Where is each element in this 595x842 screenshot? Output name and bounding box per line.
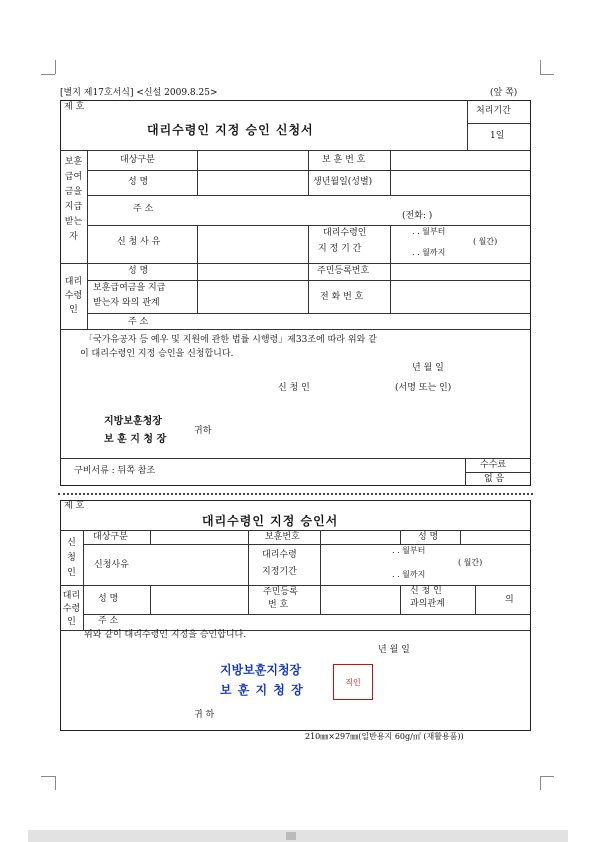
- agent-address-label: 주 소: [128, 317, 149, 327]
- crop-mark-top-left: [55, 60, 56, 74]
- agent-section-label: [60, 275, 87, 317]
- birth-date-label: 생년월일(성별): [313, 177, 373, 187]
- recipient-section-line: 급여: [64, 172, 83, 182]
- crop-mark-bottom-right: [540, 776, 541, 790]
- recipient-section-line: 자: [69, 232, 78, 242]
- resident-number-label: 주민등록번호: [317, 266, 370, 276]
- approval-period-label-1: 대리수령: [262, 550, 297, 560]
- fee-value: 없 음: [484, 474, 505, 484]
- application-title: 대리수령인 지정 승인 신청서: [147, 123, 314, 137]
- approval-period-to: . . 월까지: [392, 570, 426, 579]
- agent-section-line: 인: [67, 617, 76, 627]
- divider: [390, 263, 391, 313]
- divider: [308, 150, 309, 195]
- approval-addressee-suffix: 귀 하: [194, 710, 215, 720]
- agent-section-line: 인: [69, 305, 78, 315]
- divider: [248, 585, 249, 614]
- divider: [467, 100, 468, 150]
- approval-target-category-label: 대상구분: [93, 532, 128, 542]
- relation-label-2: 받는자 와의 관계: [93, 298, 160, 308]
- agent-phone-label: 전 화 번 호: [320, 292, 364, 302]
- crop-mark-top-left: [41, 74, 55, 75]
- divider: [83, 530, 84, 630]
- divider: [60, 150, 531, 151]
- recipient-section-line: 받는: [64, 217, 83, 227]
- phone-label: (전화: ): [402, 211, 433, 221]
- issuer-line-2: 보 훈 지 청 장: [220, 683, 304, 697]
- divider: [390, 150, 391, 195]
- divider: [320, 530, 321, 585]
- approval-date-line: 년 월 일: [378, 645, 410, 655]
- issuer-line-1: 지방보훈지청장: [220, 663, 302, 677]
- relation-label-1: 보훈급여금을 지급: [93, 283, 166, 293]
- approval-title: 대리수령인 지정 승인서: [202, 514, 339, 528]
- crop-mark-top-right: [540, 60, 541, 74]
- divider: [87, 195, 531, 196]
- divider: [83, 614, 531, 615]
- approval-relation-label-1: 신 청 인: [410, 586, 442, 596]
- divider: [150, 585, 151, 614]
- divider: [320, 585, 321, 614]
- applicant-label: 신 청 인: [278, 383, 310, 393]
- approval-applicant-section-label: [60, 536, 83, 581]
- divider: [87, 170, 531, 171]
- divider: [197, 150, 198, 195]
- statement-line-2: 이 대리수령인 지정 승인을 신청합니다.: [80, 349, 234, 359]
- statement-line-1: 「국가유공자 등 예우 및 지원에 관한 법률 시행령」제33조에 따라 위와 같: [84, 335, 377, 345]
- divider: [83, 544, 531, 545]
- processing-period-label: 처리기간: [476, 106, 511, 116]
- divider: [197, 263, 198, 313]
- paper-spec: 210㎜×297㎜(일반용지 60g/㎡ (재활용품)): [305, 732, 464, 741]
- divider: [390, 225, 391, 263]
- divider: [87, 225, 531, 226]
- divider: [87, 263, 88, 329]
- agent-section-line: 대리: [64, 277, 83, 287]
- official-seal: 직인: [333, 664, 373, 700]
- approval-agent-name-label: 성 명: [98, 594, 119, 604]
- approval-agent-section-label: [60, 590, 83, 629]
- reason-label: 신 청 사 유: [117, 237, 161, 247]
- crop-mark-bottom-right: [540, 776, 554, 777]
- period-months: ( 월간): [473, 237, 498, 246]
- agent-period-label-1: 대리수령인: [323, 228, 367, 238]
- approval-number-label: 제 호: [64, 501, 85, 511]
- divider: [197, 225, 198, 263]
- addressee-line-1: 지방보훈청장: [104, 416, 162, 427]
- agent-section-line: 수령: [62, 604, 81, 614]
- divider: [467, 123, 531, 124]
- approval-name-label: 성 명: [418, 532, 439, 542]
- divider: [475, 585, 476, 614]
- approval-relation-label-2: 과의관계: [410, 599, 445, 609]
- approval-period-label-2: 지정기간: [262, 567, 297, 577]
- period-to: . . 월까지: [412, 248, 446, 257]
- recipient-section-label: [60, 155, 87, 245]
- application-number-label: 제 호: [64, 102, 85, 112]
- veteran-number-label: 보 훈 번 호: [322, 155, 366, 165]
- recipient-section-line: 보훈: [64, 157, 83, 167]
- agent-name-label: 성 명: [128, 266, 149, 276]
- divider: [150, 530, 151, 544]
- fee-label: 수수료: [480, 460, 507, 470]
- approval-relation-value: 의: [505, 595, 514, 605]
- crop-mark-top-right: [540, 74, 554, 75]
- addressee-suffix: 귀하: [194, 426, 212, 436]
- divider: [60, 458, 531, 459]
- horizontal-scrollbar[interactable]: [28, 830, 568, 842]
- applicant-section-line: 인: [67, 568, 76, 578]
- agent-period-label-2: 지 정 기 간: [318, 244, 362, 254]
- agent-section-line: 대리: [62, 591, 81, 601]
- recipient-section-line: 지급: [64, 202, 83, 212]
- divider: [87, 280, 531, 281]
- crop-mark-bottom-left: [41, 776, 55, 777]
- approval-reason-label: 신청사유: [94, 560, 129, 570]
- approval-period-months: ( 월간): [458, 558, 483, 567]
- application-date-line: 년 월 일: [412, 363, 444, 373]
- approval-agent-address-label: 주 소: [98, 616, 119, 626]
- divider: [60, 329, 531, 330]
- signature-label: (서명 또는 인): [395, 383, 452, 393]
- applicant-section-line: 신: [67, 538, 76, 548]
- name-label: 성 명: [128, 177, 149, 187]
- divider: [60, 585, 531, 586]
- period-from: . . 월부터: [412, 227, 446, 236]
- agent-section-line: 수령: [64, 291, 83, 301]
- crop-mark-bottom-left: [55, 776, 56, 790]
- address-label: 주 소: [133, 204, 154, 214]
- divider: [460, 530, 461, 544]
- approval-resident-label-2: 번 호: [268, 600, 289, 610]
- form-number: [별지 제17호서식] <신설 2009.8.25>: [60, 88, 218, 98]
- applicant-section-line: 청: [67, 553, 76, 563]
- recipient-section-line: 금을: [64, 187, 83, 197]
- approval-veteran-number-label: 보훈번호: [265, 532, 300, 542]
- divider: [87, 313, 531, 314]
- front-marker: (앞 쪽): [490, 88, 518, 98]
- documents-label: 구비서류 : 뒤쪽 참조: [74, 466, 156, 476]
- approval-statement: 위와 같이 대리수령인 지정을 승인합니다.: [84, 630, 247, 640]
- approval-resident-label-1: 주민등록: [263, 587, 298, 597]
- divider: [308, 225, 309, 263]
- cut-line: [58, 493, 533, 495]
- divider: [465, 472, 531, 473]
- divider: [248, 530, 249, 585]
- target-category-label: 대상구분: [120, 155, 155, 165]
- processing-period-value: 1일: [490, 131, 505, 141]
- addressee-line-2: 보 훈 지 청 장: [104, 434, 167, 445]
- scrollbar-thumb[interactable]: [286, 832, 296, 840]
- divider: [60, 263, 531, 264]
- divider: [400, 530, 401, 544]
- divider: [400, 585, 401, 614]
- approval-period-from: . . 월부터: [392, 546, 426, 555]
- divider: [308, 263, 309, 313]
